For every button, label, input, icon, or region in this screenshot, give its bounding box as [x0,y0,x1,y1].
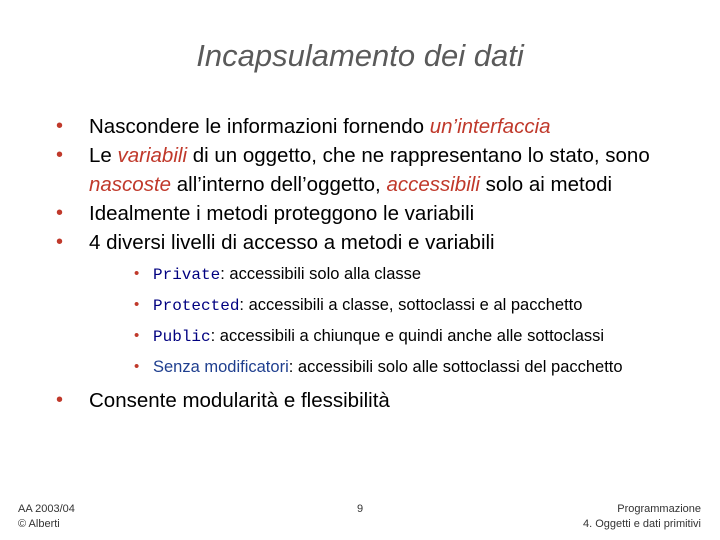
highlight-term: nascoste [89,173,172,196]
highlight-term: accessibili [386,173,480,196]
keyword-public: Public [153,328,211,346]
footer-right [583,502,701,532]
bullet-text: di un oggetto, che ne rappresentano lo stato, sono [187,144,650,167]
highlight-term: variabili [117,144,187,167]
sub-bullet-item [134,356,676,378]
bullet-text: 4 diversi livelli di accesso a metodi e variabili [89,231,495,254]
bullet-dot-icon: • [56,144,64,166]
sub-bullet-text: : accessibili solo alla classe [220,265,422,283]
bullet-text: Le [89,144,118,167]
bullet-dot-icon: • [56,389,64,411]
sub-bullet-item [134,325,676,348]
bullet-text: all’interno dell’oggetto, [171,173,387,196]
bullet-item [56,228,676,378]
bullet-item [56,112,676,141]
page-number: 9 [356,503,364,515]
bullet-dot-icon: • [134,265,140,282]
keyword-no-modifier: Senza modificatori [153,358,289,376]
bullet-text: Consente modularità e flessibilità [89,389,390,412]
sub-bullet-text: : accessibili solo alle sottoclassi del pacchetto [288,358,623,376]
bullet-dot-icon: • [56,202,64,224]
footer-course-name: Programmazione [617,503,701,515]
sub-bullet-text: : accessibili a chiunque e quindi anche alle sottoclassi [210,327,605,345]
bullet-list [56,112,676,415]
sub-bullet-list [89,263,676,378]
bullet-dot-icon: • [56,115,64,137]
bullet-item [56,386,676,415]
sub-bullet-item [134,294,676,317]
bullet-text: Nascondere le informazioni fornendo [89,115,430,138]
footer-course-year: AA 2003/04 [18,503,75,515]
sub-bullet-item [134,263,676,286]
keyword-private: Private [153,266,221,284]
bullet-item [56,141,676,199]
bullet-text: solo ai metodi [479,173,613,196]
keyword-protected: Protected [153,297,240,315]
footer-chapter: 4. Oggetti e dati primitivi [583,518,701,530]
sub-bullet-text: : accessibili a classe, sottoclassi e al pacchetto [239,296,583,314]
bullet-dot-icon: • [56,231,64,253]
bullet-text: Idealmente i metodi proteggono le variabili [89,202,475,225]
bullet-dot-icon: • [134,327,140,344]
slide-title: Incapsulamento dei dati [196,38,524,73]
highlight-term: un’interfaccia [429,115,551,138]
bullet-dot-icon: • [134,358,140,375]
bullet-item [56,199,676,228]
bullet-dot-icon: • [134,296,140,313]
footer-author: © Alberti [18,518,60,530]
